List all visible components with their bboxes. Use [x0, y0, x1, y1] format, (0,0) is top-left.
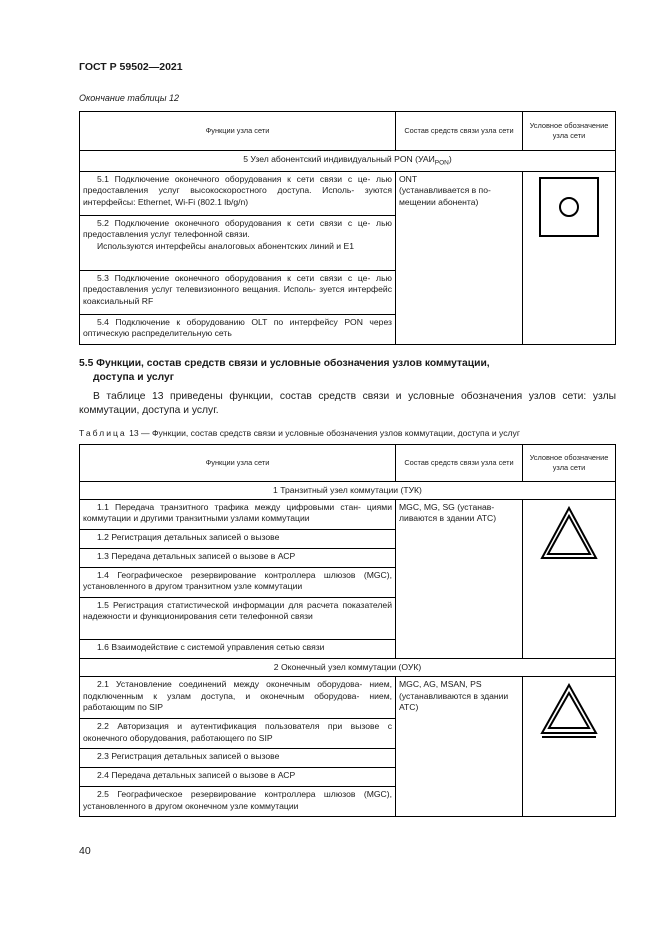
- table-row: 5.1 Подключение оконечного оборудования к сети связи с це- лью предоставления услуг высокоскоростного доступа. Исполь- зуются интерфейсы: Ethernet, Wi-Fi (802.1 lb/g/n): [80, 172, 396, 216]
- symbol-cell: [523, 677, 616, 817]
- col-header-symbol: Условное обозначение узла сети: [523, 112, 616, 151]
- col-header-functions: Функции узла сети: [80, 445, 396, 482]
- section-title: 2 Оконечный узел коммутации (ОУК): [80, 659, 616, 677]
- table-row: 2.5 Географическое резервирование контроллера шлюзов (MGC), установленного в другом оконечном узле коммутации: [80, 787, 396, 817]
- table-row: 2.3 Регистрация детальных записей о вызове: [80, 749, 396, 768]
- col-header-symbol: Условное обозначение узла сети: [523, 445, 616, 482]
- table-row: 1.3 Передача детальных записей о вызове в АСР: [80, 549, 396, 568]
- col-header-functions: Функции узла сети: [80, 112, 396, 151]
- section-heading: 5.5 Функции, состав средств связи и условные обозначения узлов коммутации, доступа и услуг: [79, 358, 490, 384]
- table13-caption: Таблица 13 — Функции, состав средств связи и условные обозначения узлов коммутации, доступа и услуг: [79, 428, 520, 438]
- table-row: 1.1 Передача транзитного трафика между цифровыми стан- циями коммутации и другими транзитными узлами коммутации: [80, 500, 396, 530]
- col-header-composition: Состав средств связи узла сети: [396, 112, 523, 151]
- body-paragraph: В таблице 13 приведены функции, состав средств связи и условные обозначения узлов сети: узлы коммутации, доступа и услуг.: [79, 391, 616, 417]
- table-row: 1.4 Географическое резервирование контроллера шлюзов (MGC), установленного в другом транзитном узле коммутации: [80, 568, 396, 598]
- table-row: 1.6 Взаимодействие с системой управления сетью связи: [80, 640, 396, 659]
- symbol-cell: [523, 172, 616, 345]
- table-row: 2.1 Установление соединений между оконечным оборудова- нием, подключенным к узлам доступа, и оконечным оборудова- нием, работающим по SIP: [80, 677, 396, 719]
- double-triangle-icon: [539, 506, 599, 562]
- table-row: 1.2 Регистрация детальных записей о вызове: [80, 530, 396, 549]
- table-row: 1.5 Регистрация статистической информации для расчета показателей надежности и функционирования сети телефонной связи: [80, 598, 396, 640]
- triangle-double-base-icon: [539, 683, 599, 739]
- table-row: 5.4 Подключение к оборудованию OLT по интерфейсу PON через оптическую распределительную сеть: [80, 315, 396, 345]
- composition-cell: MGC, MG, SG (устанав- ливаются в здании АТС): [396, 500, 523, 659]
- table-row: 2.2 Авторизация и аутентификация пользователя при вызове с оконечного оборудования, работающего по SIP: [80, 719, 396, 749]
- circle-in-square-icon: [538, 176, 600, 238]
- table-row: 5.2 Подключение оконечного оборудования к сети связи с це- лью предоставления услуг телефонной связи. Используются интерфейсы аналоговых абонентских линий и E1: [80, 216, 396, 271]
- standard-header: ГОСТ Р 59502—2021: [79, 61, 183, 73]
- page-number: 40: [79, 845, 91, 857]
- section-title: 5 Узел абонентский индивидуальный PON $(УАИ_{PON})$: [80, 151, 616, 172]
- table-row: 2.4 Передача детальных записей о вызове в АСР: [80, 768, 396, 787]
- symbol-cell: [523, 500, 616, 659]
- section-title: 1 Транзитный узел коммутации (ТУК): [80, 482, 616, 500]
- composition-cell: ONT (устанавливается в по- мещении абонента): [396, 172, 523, 345]
- table-12: [79, 111, 616, 345]
- table-row: 5.3 Подключение оконечного оборудования к сети связи с це- лью предоставления услуг телевизионного вещания. Исполь- зуется интерфейс коаксиальный RF: [80, 271, 396, 315]
- composition-cell: MGC, AG, MSAN, PS (устанавливаются в здании АТС): [396, 677, 523, 817]
- table-13: [79, 444, 616, 817]
- table12-caption: Окончание таблицы 12: [79, 93, 179, 103]
- col-header-composition: Состав средств связи узла сети: [396, 445, 523, 482]
